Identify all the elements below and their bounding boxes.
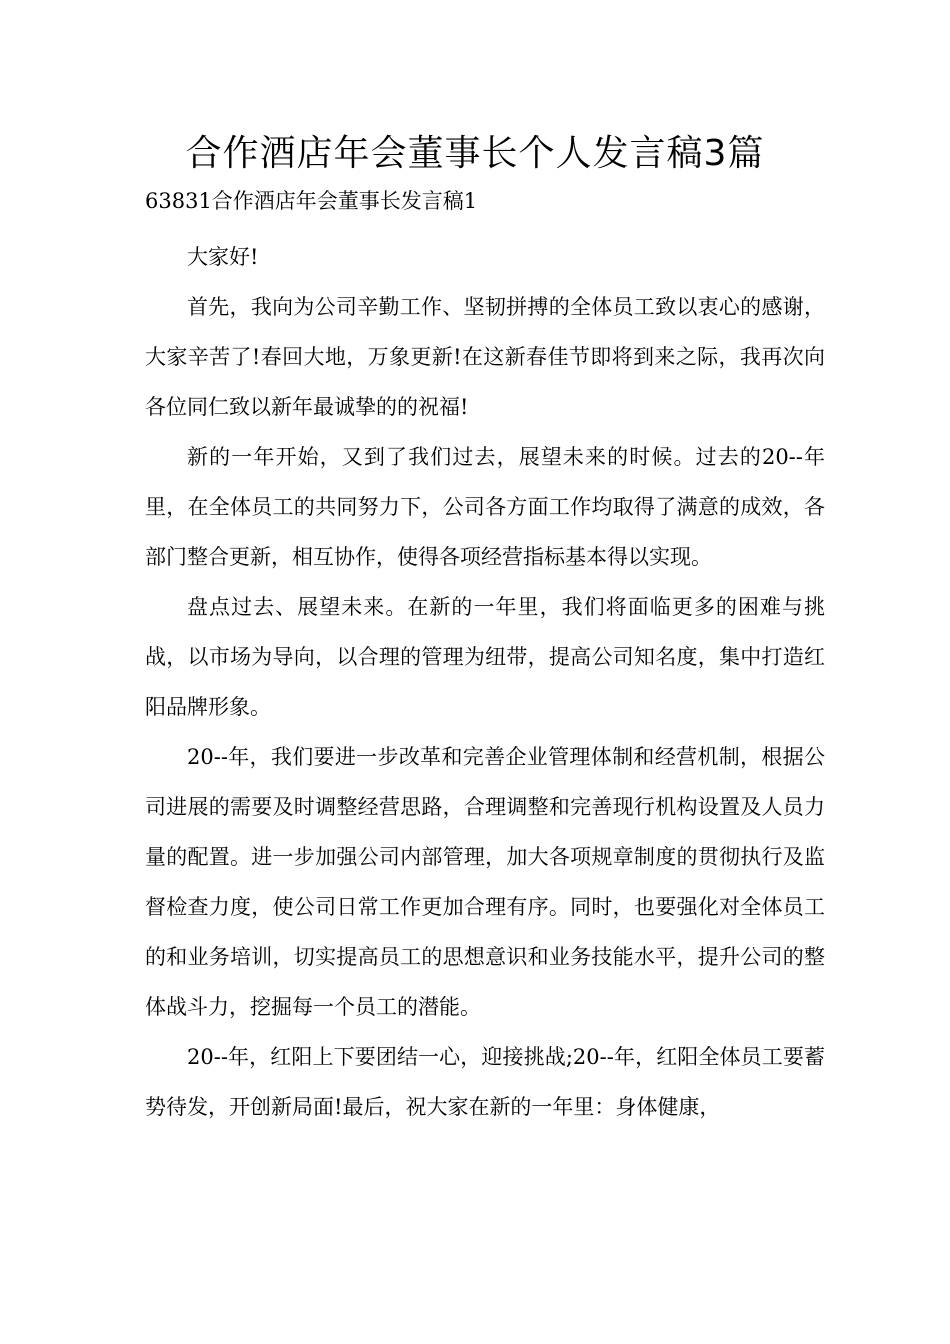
document-subheading: 63831合作酒店年会董事长发言稿1 xyxy=(145,189,478,213)
paragraph: 首先，我向为公司辛勤工作、坚韧拼搏的全体员工致以衷心的感谢，大家辛苦了!春回大地，万象更新!在这新春佳节即将到来之际，我再次向各位同仁致以新年最诚挚的的祝福! xyxy=(145,295,825,419)
document-body xyxy=(145,232,825,1132)
paragraph: 20--年，我们要进一步改革和完善企业管理体制和经营机制，根据公司进展的需要及时调整经营思路，合理调整和完善现行机构设置及人员力量的配置。进一步加强公司内部管理，加大各项规章制度的贯彻执行及监督检查力度，使公司日常工作更加合理有序。同时，也要强化对全体员工的和业务培训，切实提高员工的思想意识和业务技能水平，提升公司的整体战斗力，挖掘每一个员工的潜能。 xyxy=(145,745,825,1019)
paragraph: 新的一年开始，又到了我们过去，展望未来的时候。过去的20--年里，在全体员工的共同努力下，公司各方面工作均取得了满意的成效，各部门整合更新，相互协作，使得各项经营指标基本得以实现。 xyxy=(145,445,825,569)
paragraph: 盘点过去、展望未来。在新的一年里，我们将面临更多的困难与挑战，以市场为导向，以合理的管理为纽带，提高公司知名度，集中打造红阳品牌形象。 xyxy=(145,595,825,719)
document-title: 合作酒店年会董事长个人发言稿3篇 xyxy=(185,133,765,174)
paragraph: 20--年，红阳上下要团结一心，迎接挑战;20--年，红阳全体员工要蓄势待发，开创新局面!最后，祝大家在新的一年里：身体健康， xyxy=(145,1045,825,1119)
paragraph-greeting: 大家好! xyxy=(187,245,259,269)
